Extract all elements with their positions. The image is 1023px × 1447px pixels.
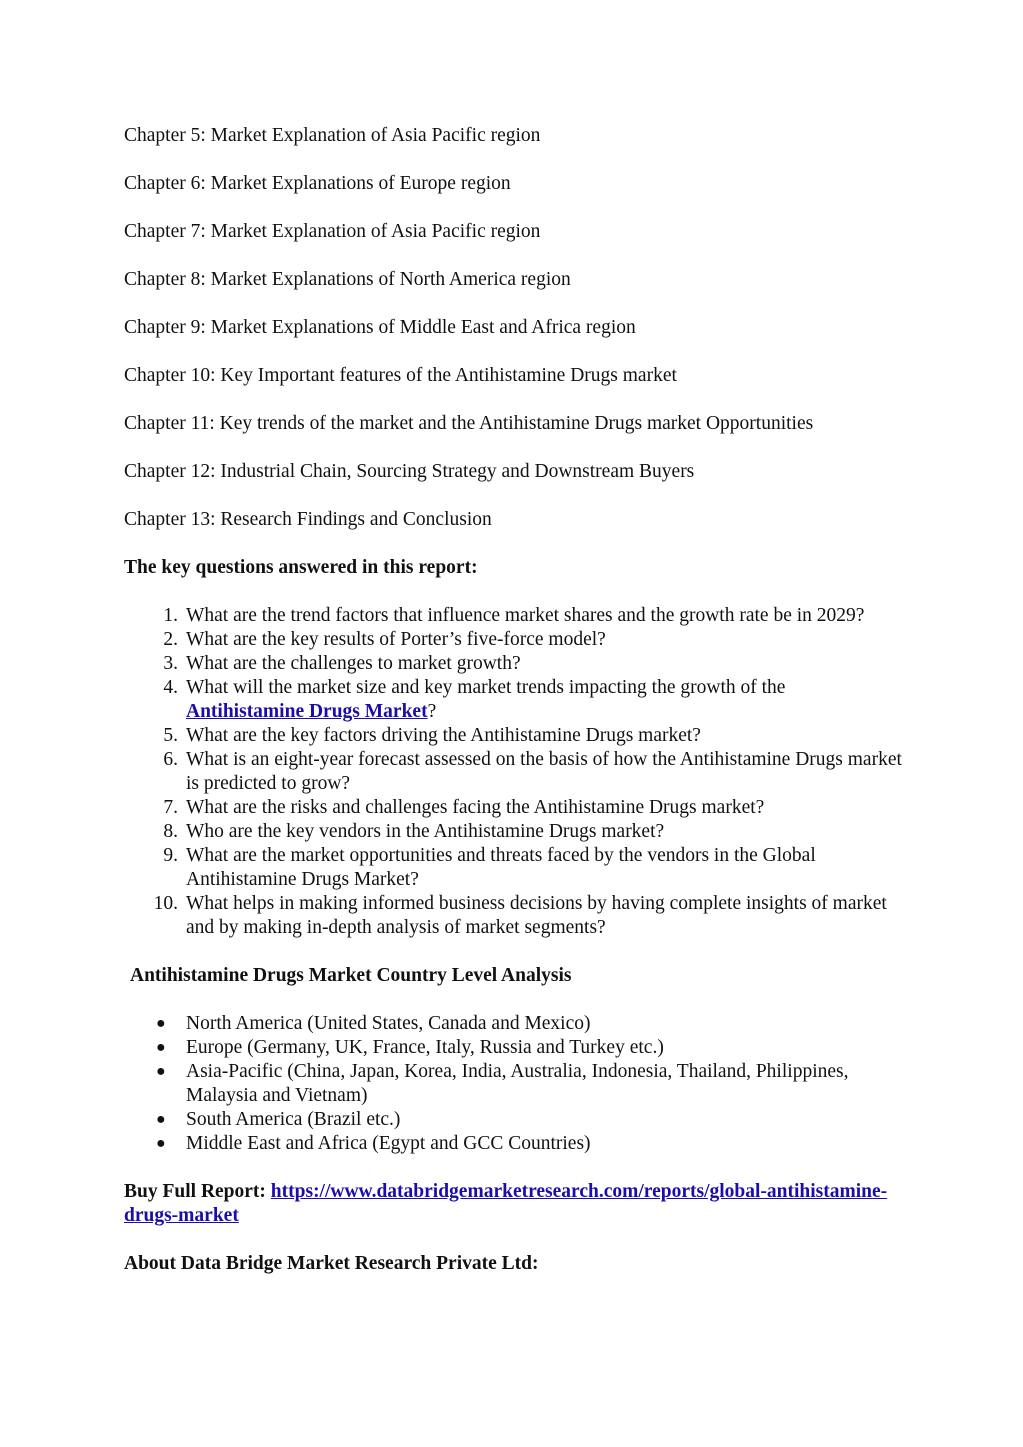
question-text: What are the key factors driving the Antihistamine Drugs market?: [186, 725, 701, 746]
region-text: Asia-Pacific (China, Japan, Korea, India, Australia, Indonesia, Thailand, Philippines, Malaysia and Vietnam): [186, 1061, 849, 1106]
region-text: South America (Brazil etc.): [186, 1109, 401, 1130]
chapter-item: Chapter 9: Market Explanations of Middle East and Africa region: [124, 317, 636, 338]
region-text: North America (United States, Canada and Mexico): [186, 1013, 591, 1034]
question-number: 1.: [163, 605, 178, 626]
question-number: 2.: [163, 629, 178, 650]
buy-report-line: [124, 1180, 904, 1228]
question-text: What helps in making informed business decisions by having complete insights of market and by making in-depth analysis of market segments?: [186, 893, 887, 938]
question-item: [124, 724, 904, 748]
region-item: [124, 1132, 904, 1156]
question-number: 3.: [163, 653, 178, 674]
buy-report-label: Buy Full Report:: [124, 1181, 266, 1202]
question-text: What are the key results of Porter’s five-force model?: [186, 629, 606, 650]
buy-report-link[interactable]: https://www.databridgemarketresearch.com/reports/global-antihistamine-drugs-market: [124, 1181, 888, 1226]
chapter-item: Chapter 12: Industrial Chain, Sourcing Strategy and Downstream Buyers: [124, 461, 695, 482]
question-text: What will the market size and key market trends impacting the growth of the: [186, 677, 786, 698]
question-item: [124, 844, 904, 892]
question-number: 6.: [163, 749, 178, 770]
antihistamine-market-link[interactable]: Antihistamine Drugs Market: [186, 701, 428, 722]
question-text: Who are the key vendors in the Antihistamine Drugs market?: [186, 821, 665, 842]
question-item: [124, 652, 904, 676]
bullet-icon: ●: [156, 1063, 166, 1080]
chapter-item: Chapter 5: Market Explanation of Asia Pacific region: [124, 125, 541, 146]
question-text: What are the challenges to market growth?: [186, 653, 521, 674]
question-item: [124, 892, 904, 940]
question-suffix: ?: [427, 701, 437, 722]
chapter-item: Chapter 6: Market Explanations of Europe region: [124, 173, 511, 194]
question-text: What are the risks and challenges facing the Antihistamine Drugs market?: [186, 797, 765, 818]
bullet-icon: ●: [156, 1039, 166, 1056]
bullet-icon: ●: [156, 1111, 166, 1128]
questions-heading: The key questions answered in this report:: [124, 557, 478, 578]
question-item: [124, 748, 904, 796]
chapter-list: [124, 124, 904, 532]
chapter-item: Chapter 10: Key Important features of the Antihistamine Drugs market: [124, 365, 677, 386]
region-text: Middle East and Africa (Egypt and GCC Countries): [186, 1133, 591, 1154]
region-item: [124, 1060, 904, 1108]
region-item: [124, 1108, 904, 1132]
document-page: [124, 124, 904, 1300]
question-item: [124, 796, 904, 820]
question-number: 8.: [163, 821, 178, 842]
question-number: 5.: [163, 725, 178, 746]
region-text: Europe (Germany, UK, France, Italy, Russia and Turkey etc.): [186, 1037, 664, 1058]
question-text: What is an eight-year forecast assessed on the basis of how the Antihistamine Drugs market is predicted to grow?: [186, 749, 902, 794]
chapter-item: Chapter 13: Research Findings and Conclusion: [124, 509, 492, 530]
bullet-icon: ●: [156, 1015, 166, 1032]
questions-list: [124, 604, 904, 940]
question-item: [124, 820, 904, 844]
question-number: 4.: [163, 677, 178, 698]
question-text: What are the trend factors that influence market shares and the growth rate be in 2029?: [186, 605, 865, 626]
question-item: [124, 604, 904, 628]
bullet-icon: ●: [156, 1135, 166, 1152]
about-heading: About Data Bridge Market Research Private Ltd:: [124, 1253, 539, 1274]
chapter-item: Chapter 8: Market Explanations of North America region: [124, 269, 571, 290]
region-item: [124, 1036, 904, 1060]
question-text: What are the market opportunities and threats faced by the vendors in the Global Antihistamine Drugs Market?: [186, 845, 816, 890]
chapter-item: Chapter 11: Key trends of the market and the Antihistamine Drugs market Opportunities: [124, 413, 814, 434]
country-analysis-heading: Antihistamine Drugs Market Country Level Analysis: [130, 965, 572, 986]
question-number: 7.: [163, 797, 178, 818]
question-number: 9.: [163, 845, 178, 866]
question-number: 10.: [153, 893, 178, 914]
region-item: [124, 1012, 904, 1036]
question-item: [124, 628, 904, 652]
regions-list: [124, 1012, 904, 1156]
question-item: [124, 676, 904, 724]
chapter-item: Chapter 7: Market Explanation of Asia Pacific region: [124, 221, 541, 242]
